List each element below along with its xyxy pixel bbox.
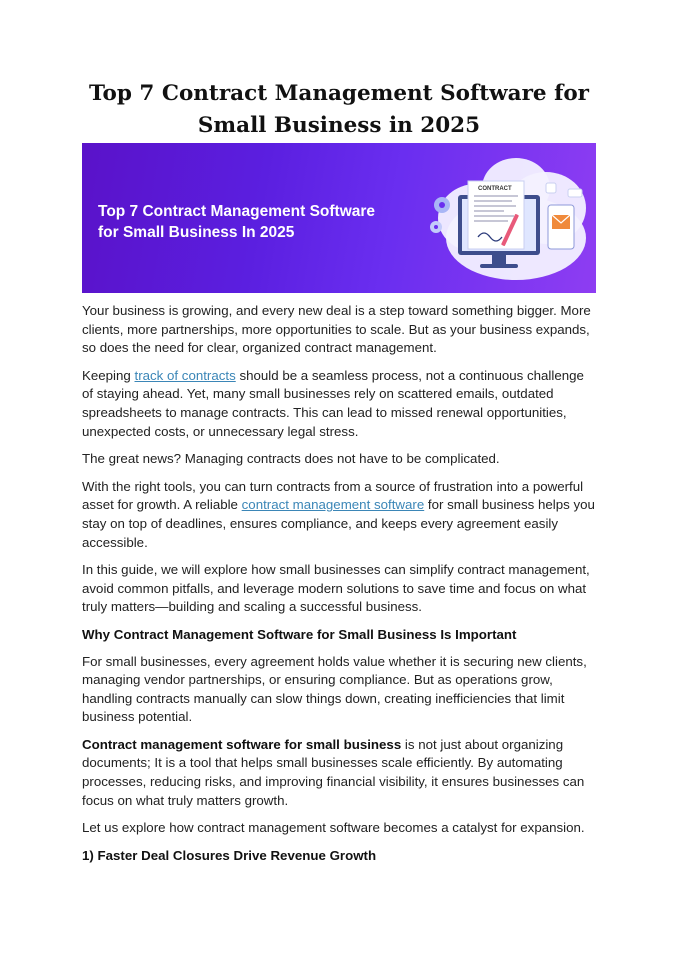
text-span: Keeping [82,367,135,383]
text-span: for small business helps you stay on top of deadlines, ensures compliance, and keeps every agreement easily accessible. [82,497,595,550]
paragraph-catalyst: Let us explore how contract management software becomes a catalyst for expansion. [82,820,585,836]
banner-title-line2: for Small Business In 2025 [98,224,295,241]
paragraph-small-businesses: For small businesses, every agreement holds value whether it is securing new clients, managing vendor partnerships, or ensuring compliance. But as operations grow, handling contracts manually can slow things down, creating inefficiencies that limit business potential. [82,653,587,725]
page-title: Top 7 Contract Management Software for Small Business in 2025 [89,81,589,138]
paragraph-intro: Your business is growing, and every new deal is a step toward something bigger. More clients, more partnerships, more opportunities to scale. But as your business expands, so does the need for clear, organized contract management. [82,303,591,356]
section-heading-faster-deals: 1) Faster Deal Closures Drive Revenue Growth [82,847,377,863]
text-span: is not just about organizing documents; It is a tool that helps small businesses scale efficiently. By automating processes, reducing risks, and improving financial visibility, it ensures businesses can focus on what truly matters growth. [82,736,585,808]
paragraph-right-tools [82,478,598,552]
banner-illustration [396,143,596,293]
bold-term: Contract management software for small business [82,736,402,752]
paragraph-great-news: The great news? Managing contracts does not have to be complicated. [82,451,500,467]
text-span: With the right tools, you can turn contracts from a source of frustration into a powerful asset for growth. A reliable [82,478,584,513]
banner-image [82,143,596,293]
section-heading-why: Why Contract Management Software for Small Business Is Important [82,626,517,642]
banner-title-line1: Top 7 Contract Management Software [98,203,376,220]
text-span: should be a seamless process, not a continuous challenge of staying ahead. Yet, many small businesses rely on scattered emails, outdated spreadsheets to manage contracts. This can lead to missed renewal opportunities, unexpected costs, or unnecessary legal stress. [82,367,584,439]
paragraph-software-tool [82,736,598,810]
banner-title [98,201,398,243]
link-contract-management-software[interactable]: contract management software [241,497,425,513]
link-track-of-contracts[interactable]: track of contracts [134,367,236,383]
article-body [82,302,598,873]
paragraph-guide: In this guide, we will explore how small businesses can simplify contract management, avoid common pitfalls, and leverage modern solutions to save time and focus on what truly matters—building and scaling a successful business. [82,562,590,615]
contract-label: CONTRACT [478,186,512,192]
paragraph-tracking [82,367,598,441]
